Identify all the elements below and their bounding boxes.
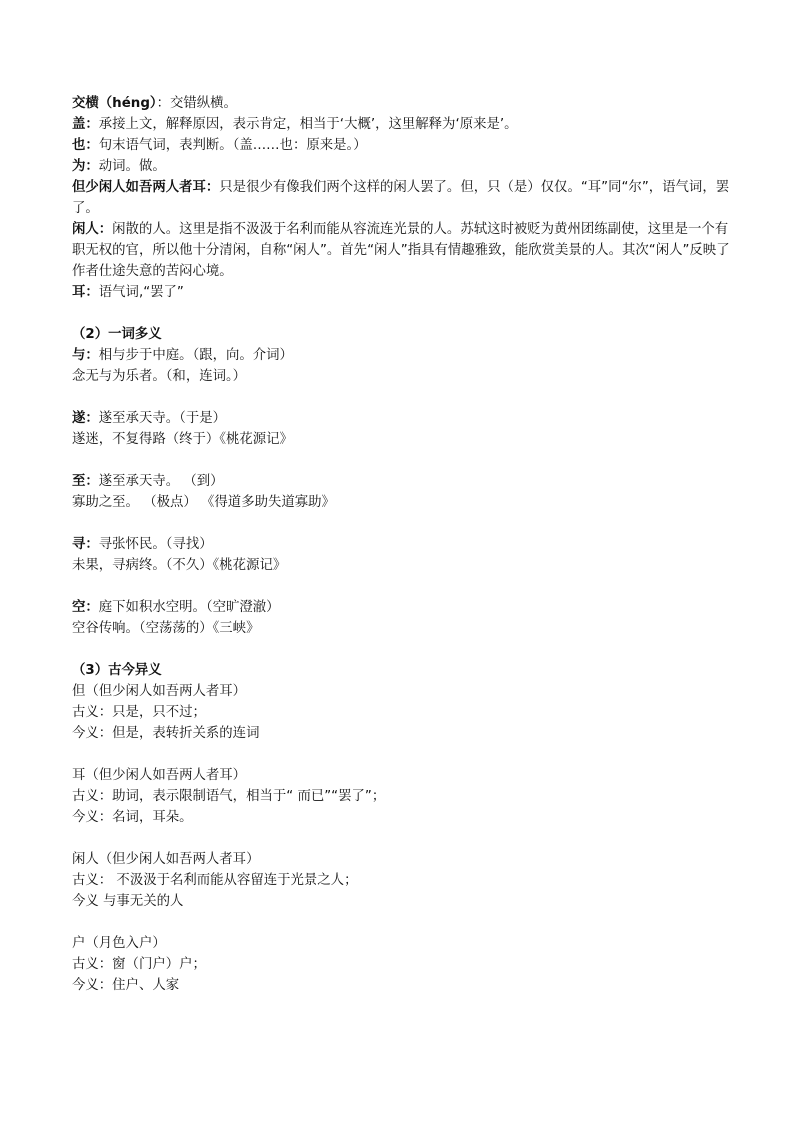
- polysemy-char: 至：: [72, 474, 99, 489]
- definition-text: 承接上文，解释原因，表示肯定，相当于‘大概’，这里解释为‘原来是’。: [98, 117, 518, 132]
- modern-meaning: 今义 与事无关的人: [72, 894, 184, 909]
- polysemy-yu-first: [72, 345, 732, 366]
- definition-term: 交横（héng）: [72, 96, 157, 111]
- definition-term: 也：: [72, 138, 99, 153]
- polysemy-section: [72, 324, 732, 639]
- definition-text: ：交错纵横。: [156, 96, 237, 111]
- spacer: [72, 639, 732, 660]
- definition-wei: [72, 156, 732, 177]
- polysemy-yu-second: 念无与为乐者。（和，连词。）: [72, 369, 247, 384]
- polysemy-sui-first: [72, 408, 732, 429]
- definition-term: 耳：: [72, 285, 99, 300]
- definition-text: 闲散的人。这里是指不汲汲于名利而能从容流连光景的人。苏轼这时被贬为黄州团练副使，这里是一个有职无权的官，所以他十分清闲，自称“闲人”。首先“闲人”指具有情趣雅致，能欣赏美景的人。其次“闲人”反映了作者仕途失意的苦闷心境。: [72, 222, 730, 279]
- definition-text: 句末语气词，表判断。（盖……也：原来是。）: [98, 138, 367, 153]
- polysemy-example: 寻张怀民。（寻找）: [98, 537, 213, 552]
- spacer: [72, 513, 732, 534]
- polysemy-char: 遂：: [72, 411, 99, 426]
- definition-ye: [72, 135, 732, 156]
- word-entry: 但（但少闲人如吾两人者耳）: [72, 684, 247, 699]
- modern-meaning: 今义：住户、人家: [72, 978, 180, 993]
- definitions-section: [72, 93, 732, 303]
- spacer: [72, 912, 732, 933]
- ancient-meaning: 古义： 不汲汲于名利而能从容留连于光景之人；: [72, 873, 358, 888]
- polysemy-char: 与：: [72, 348, 99, 363]
- polysemy-zhi-second: 寡助之至。 （极点） 《得道多助失道寡助》: [72, 495, 335, 510]
- polysemy-example: 遂至承天寺。 （到）: [98, 474, 224, 489]
- ancient-meaning: 古义：助词，表示限制语气，相当于“ 而已”“罢了”；: [72, 789, 386, 804]
- spacer: [72, 576, 732, 597]
- definition-text: 语气词,“罢了”: [98, 285, 184, 300]
- definition-term: 盖：: [72, 117, 99, 132]
- polysemy-kong-first: [72, 597, 732, 618]
- section-heading: （3）古今异义: [72, 663, 162, 678]
- spacer: [72, 450, 732, 471]
- definition-jiaoheng: [72, 93, 732, 114]
- spacer: [72, 744, 732, 765]
- definition-er: [72, 282, 732, 303]
- ancient-modern-section: [72, 660, 732, 996]
- definition-term: 闲人：: [72, 222, 113, 237]
- polysemy-example: 庭下如积水空明。（空旷澄澈）: [98, 600, 280, 615]
- section-heading: （2）一词多义: [72, 327, 162, 342]
- word-entry: 耳（但少闲人如吾两人者耳）: [72, 768, 247, 783]
- modern-meaning: 今义：但是，表转折关系的连词: [72, 726, 260, 741]
- spacer: [72, 387, 732, 408]
- document-page: [72, 93, 732, 996]
- polysemy-zhi-first: [72, 471, 732, 492]
- polysemy-char: 寻：: [72, 537, 99, 552]
- definition-xianren: [72, 219, 732, 282]
- polysemy-example: 遂至承天寺。（于是）: [98, 411, 226, 426]
- word-entry: 户（月色入户）: [72, 936, 166, 951]
- polysemy-xun-second: 未果，寻病终。（不久）《桃花源记》: [72, 558, 287, 573]
- word-entry: 闲人（但少闲人如吾两人者耳）: [72, 852, 260, 867]
- ancient-meaning: 古义：窗（门户）户；: [72, 957, 206, 972]
- definition-text: 只是很少有像我们两个这样的闲人罢了。但，只（是）仅仅。“耳”同“尔”，语气词，罢了。: [72, 180, 730, 216]
- polysemy-sui-second: 遂迷，不复得路（终于）《桃花源记》: [72, 432, 293, 447]
- definition-gai: [72, 114, 732, 135]
- polysemy-example: 相与步于中庭。（跟，向。介词）: [98, 348, 293, 363]
- ancient-meaning: 古义：只是，只不过；: [72, 705, 206, 720]
- definition-term: 为：: [72, 159, 99, 174]
- definition-text: 动词。做。: [98, 159, 166, 174]
- polysemy-xun-first: [72, 534, 732, 555]
- polysemy-char: 空：: [72, 600, 99, 615]
- definition-danshao: [72, 177, 732, 219]
- definition-term: 但少闲人如吾两人者耳：: [72, 180, 220, 195]
- spacer: [72, 828, 732, 849]
- modern-meaning: 今义：名词，耳朵。: [72, 810, 193, 825]
- polysemy-kong-second: 空谷传响。（空荡荡的）《三峡》: [72, 621, 260, 636]
- spacer: [72, 303, 732, 324]
